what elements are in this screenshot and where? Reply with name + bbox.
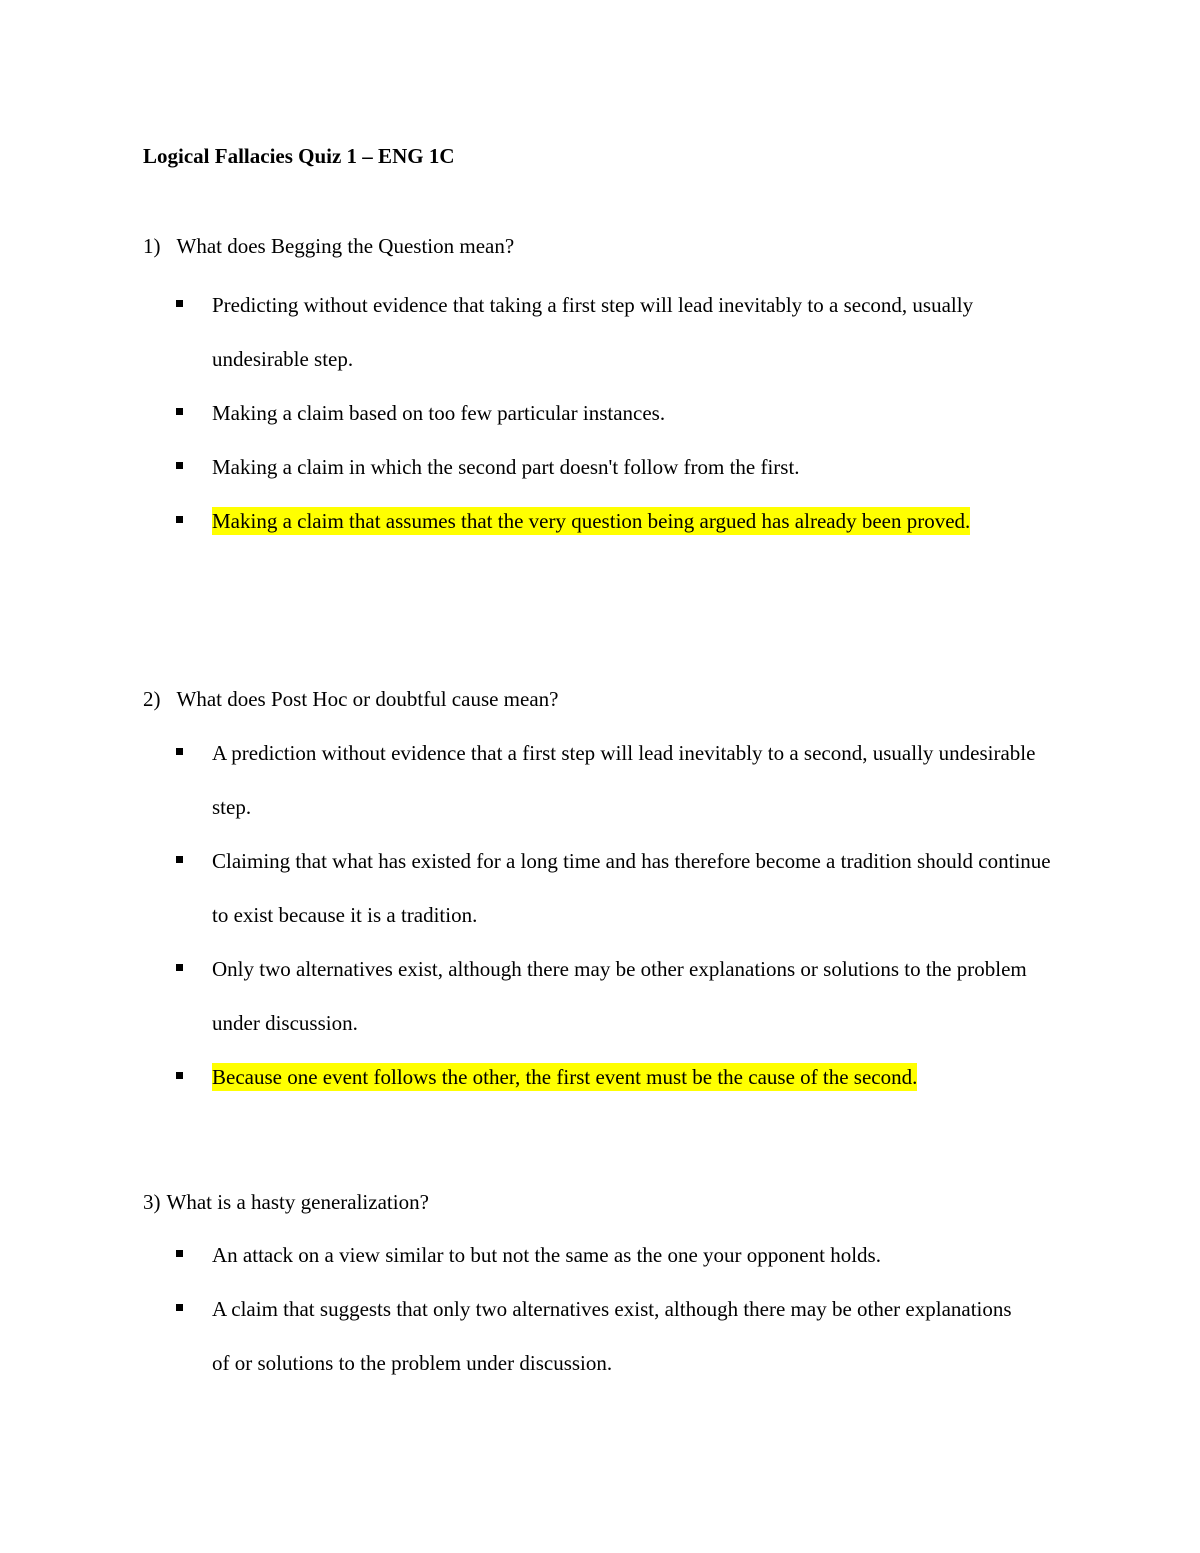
question-3 xyxy=(143,1190,429,1215)
question-number: 2) xyxy=(143,687,161,711)
question-text: What is a hasty generalization? xyxy=(166,1190,429,1214)
answer-text: An attack on a view similar to but not the same as the one your opponent holds. xyxy=(212,1243,881,1267)
bullet-square-icon xyxy=(176,300,183,307)
answer-text: Making a claim based on too few particular instances. xyxy=(212,401,666,425)
highlighted-answer-text: Making a claim that assumes that the very question being argued has already been proved. xyxy=(212,509,971,533)
answer-option xyxy=(212,1228,1072,1282)
answer-option-correct xyxy=(212,1050,1072,1104)
answer-option xyxy=(212,386,1072,440)
bullet-square-icon xyxy=(176,462,183,469)
answer-text: A prediction without evidence that a first step will lead inevitably to a second, usually undesirable step. xyxy=(212,741,1036,819)
answer-option xyxy=(212,278,1072,386)
bullet-square-icon xyxy=(176,856,183,863)
question-text: What does Begging the Question mean? xyxy=(176,234,515,258)
answer-text: Only two alternatives exist, although there may be other explanations or solutions to the problem under discussion. xyxy=(212,957,1027,1035)
answer-text: Predicting without evidence that taking a first step will lead inevitably to a second, usually undesirable step. xyxy=(212,293,974,371)
answer-option xyxy=(212,440,1072,494)
answer-option xyxy=(212,1282,1012,1390)
bullet-square-icon xyxy=(176,748,183,755)
bullet-square-icon xyxy=(176,964,183,971)
bullet-square-icon xyxy=(176,408,183,415)
question-1 xyxy=(143,234,514,259)
question-number: 1) xyxy=(143,234,161,258)
bullet-square-icon xyxy=(176,1304,183,1311)
highlighted-answer-text: Because one event follows the other, the first event must be the cause of the second. xyxy=(212,1065,918,1089)
question-text: What does Post Hoc or doubtful cause mean? xyxy=(176,687,559,711)
question-2 xyxy=(143,687,558,712)
page-title: Logical Fallacies Quiz 1 – ENG 1C xyxy=(143,144,455,168)
bullet-square-icon xyxy=(176,1072,183,1079)
answer-option-correct xyxy=(212,494,1012,548)
answer-text: A claim that suggests that only two alternatives exist, although there may be other explanations of or solutions to the problem under discussion. xyxy=(212,1297,1012,1375)
bullet-square-icon xyxy=(176,516,183,523)
answer-option xyxy=(212,834,1072,942)
answer-option xyxy=(212,726,1072,834)
question-number: 3) xyxy=(143,1190,161,1214)
bullet-square-icon xyxy=(176,1250,183,1257)
answer-option xyxy=(212,942,1072,1050)
answer-text: Making a claim in which the second part doesn't follow from the first. xyxy=(212,455,800,479)
answer-text: Claiming that what has existed for a long time and has therefore become a tradition should continue to exist because it is a tradition. xyxy=(212,849,1051,927)
